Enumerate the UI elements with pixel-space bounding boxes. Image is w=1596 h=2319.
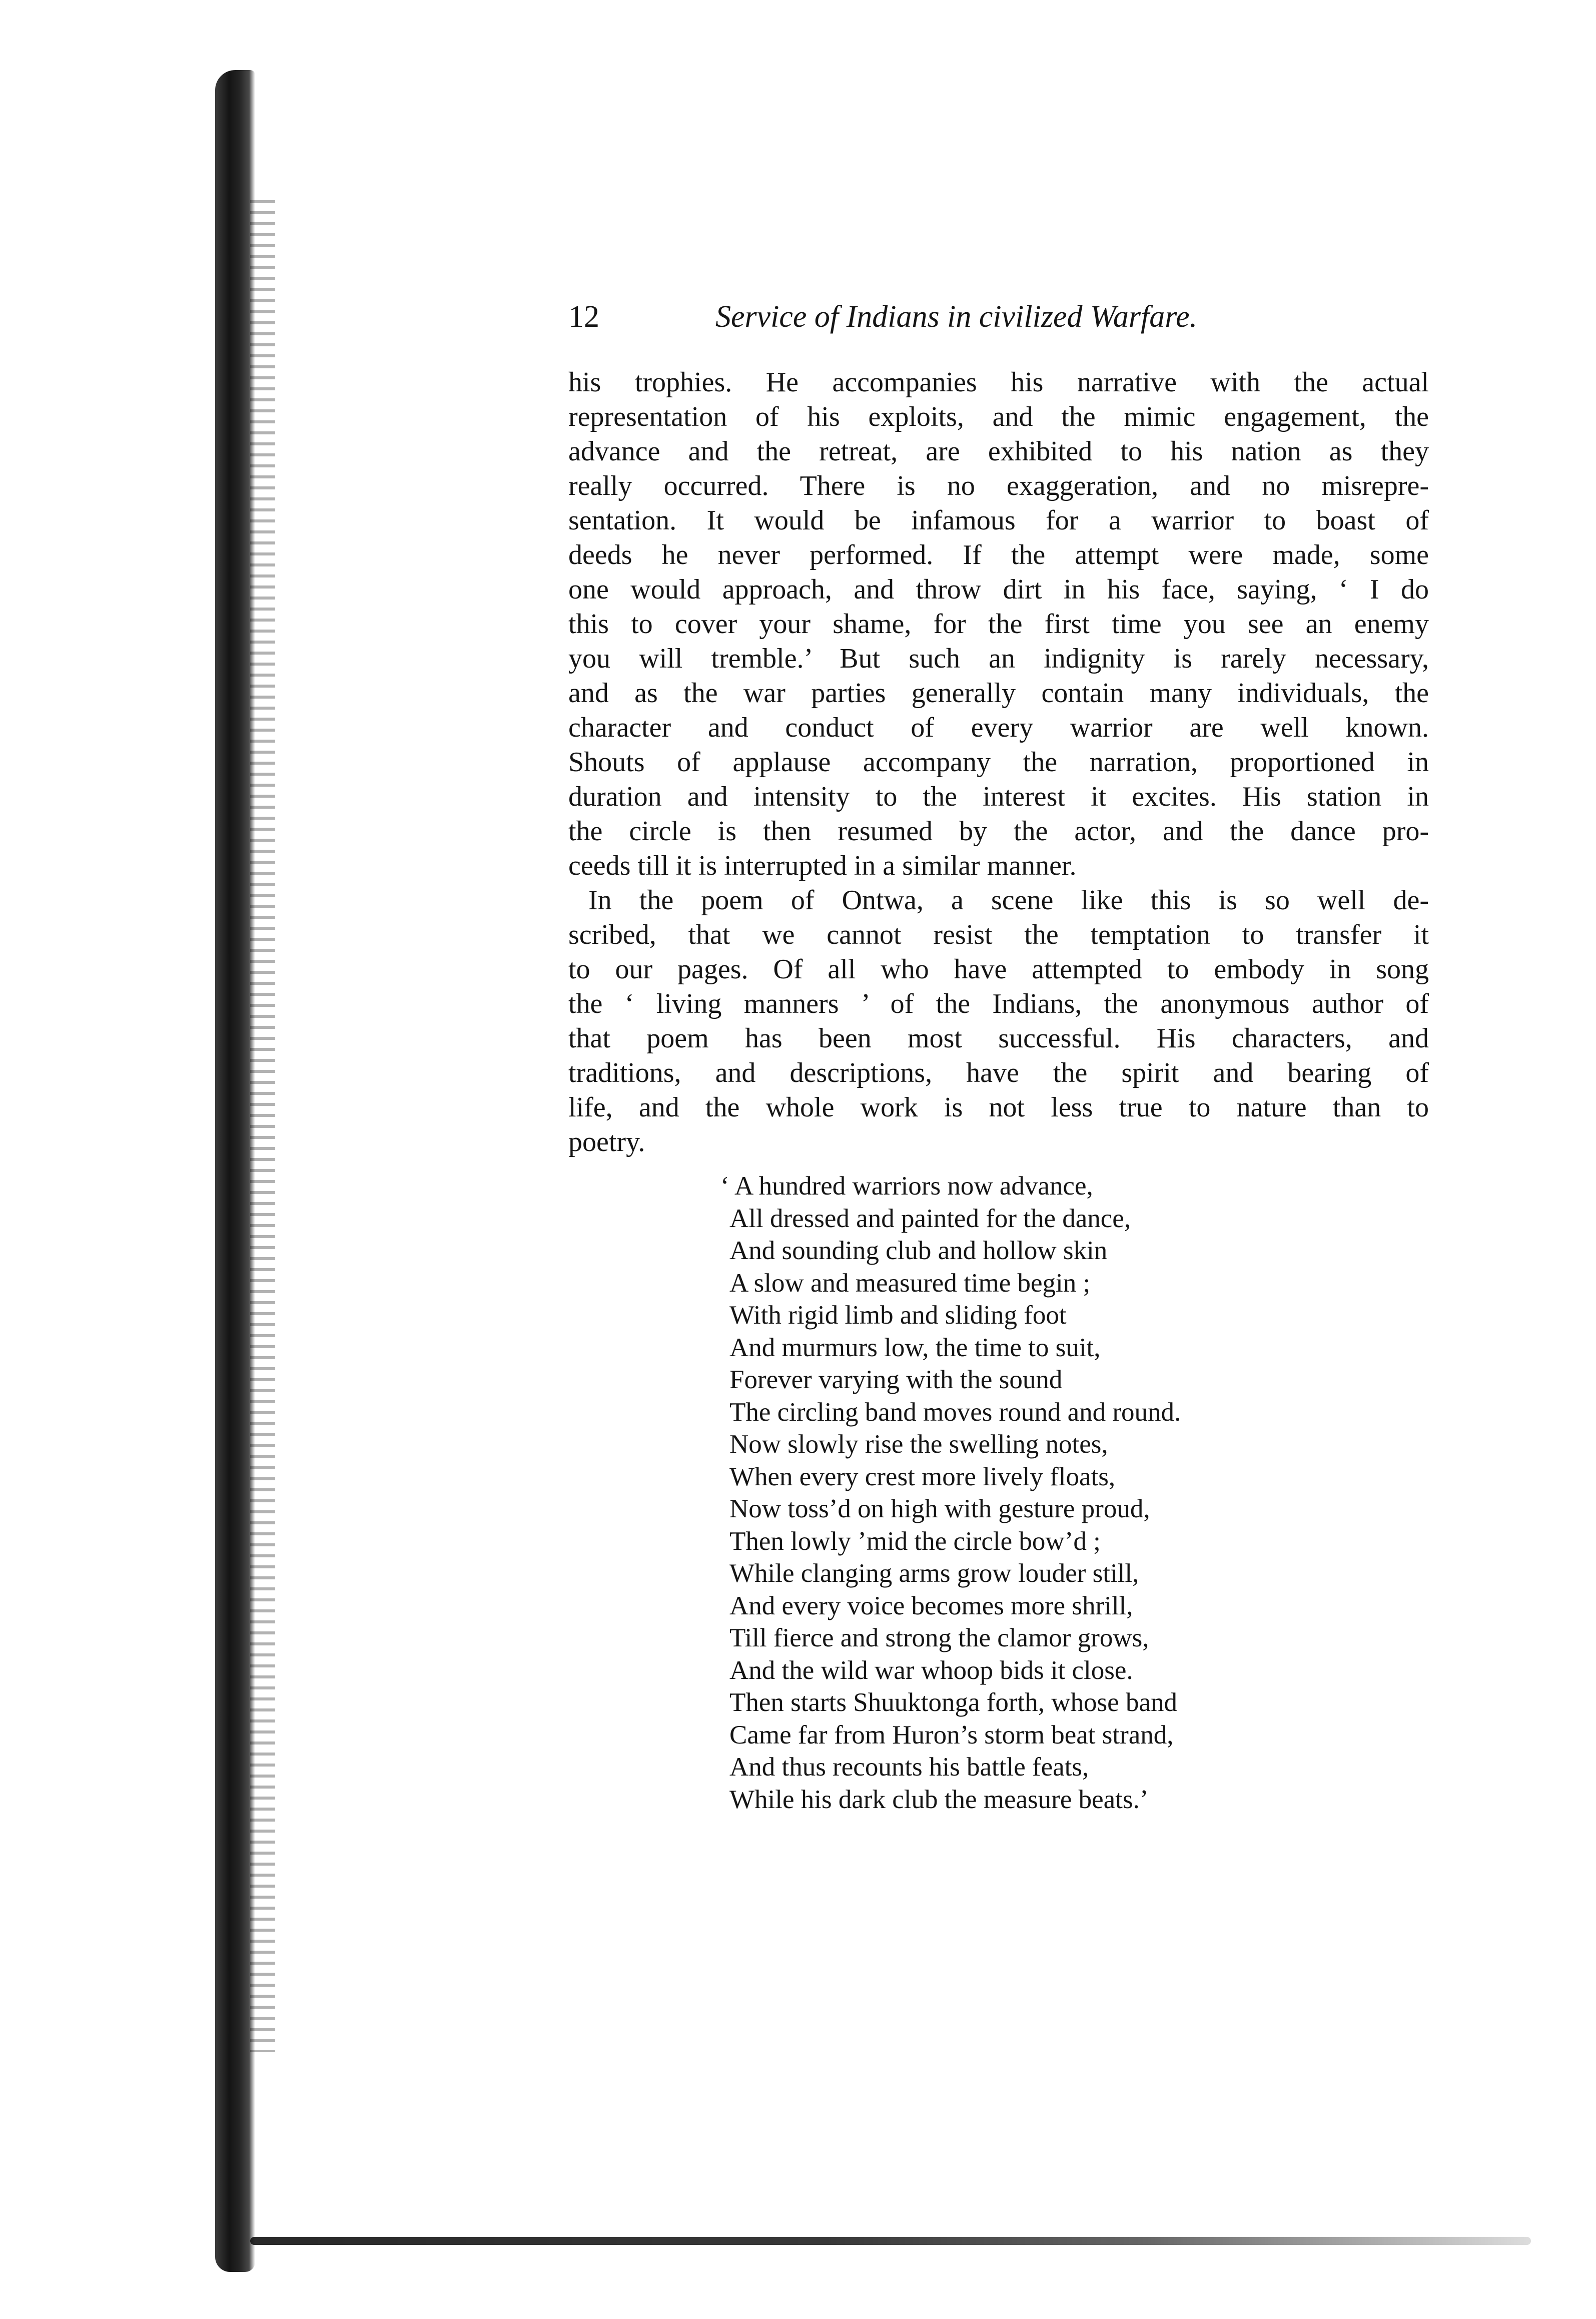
- poem-line: All dressed and painted for the dance,: [729, 1204, 1131, 1233]
- text-line: advance and the retreat, are exhibited to his nation as they: [568, 436, 1429, 467]
- poem-line: Till fierce and strong the clamor grows,: [729, 1623, 1149, 1652]
- poem-quotation: [720, 1170, 1380, 1816]
- poem-line: ‘ A hundred warriors now advance,: [720, 1172, 1093, 1201]
- text-line: life, and the whole work is not less true to nature than to: [568, 1092, 1429, 1123]
- text-line: sentation. It would be infamous for a warrior to boast of: [568, 505, 1429, 536]
- poem-line: Then starts Shuuktonga forth, whose band: [729, 1688, 1177, 1717]
- page-binding-shadow: [215, 70, 255, 2272]
- text-line: one would approach, and throw dirt in his face, saying, ‘ I do: [568, 574, 1429, 605]
- poem-line: And murmurs low, the time to suit,: [729, 1333, 1101, 1362]
- poem-line: Now toss’d on high with gesture proud,: [729, 1494, 1150, 1523]
- text-line: the circle is then resumed by the actor, and the dance pro-: [568, 816, 1429, 847]
- running-title: Service of Indians in civilized Warfare.: [715, 300, 1198, 334]
- text-line: deeds he never performed. If the attempt were made, some: [568, 539, 1429, 570]
- poem-line: With rigid limb and sliding foot: [729, 1301, 1067, 1330]
- paragraph: [568, 883, 1429, 1159]
- text-line: representation of his exploits, and the mimic engagement, the: [568, 401, 1429, 432]
- poem-line: Then lowly ’mid the circle bow’d ;: [729, 1526, 1101, 1556]
- text-line: really occurred. There is no exaggeration, and no misrepre-: [568, 470, 1429, 501]
- text-line: and as the war parties generally contain many individuals, the: [568, 678, 1429, 709]
- poem-line: A slow and measured time begin ;: [729, 1268, 1091, 1298]
- text-line: traditions, and descriptions, have the spirit and bearing of: [568, 1057, 1429, 1088]
- poem-line: And sounding club and hollow skin: [729, 1236, 1108, 1265]
- text-line: you will tremble.’ But such an indignity is rarely necessary,: [568, 643, 1429, 674]
- text-line: the ‘ living manners ’ of the Indians, the anonymous author of: [568, 988, 1429, 1019]
- poem-line: While his dark club the measure beats.’: [729, 1785, 1149, 1814]
- text-line: poetry.: [568, 1126, 645, 1157]
- text-line: duration and intensity to the interest it excites. His station in: [568, 781, 1429, 812]
- text-line: In the poem of Ontwa, a scene like this is so well de-: [588, 885, 1429, 916]
- poem-line: While clanging arms grow louder still,: [729, 1559, 1139, 1588]
- text-line: that poem has been most successful. His characters, and: [568, 1023, 1429, 1054]
- poem-line: Now slowly rise the swelling notes,: [729, 1430, 1108, 1459]
- text-line: scribed, that we cannot resist the temptation to transfer it: [568, 919, 1429, 950]
- text-line: to our pages. Of all who have attempted to embody in song: [568, 954, 1429, 985]
- poem-line: And every voice becomes more shrill,: [729, 1591, 1133, 1620]
- page-number: 12: [568, 300, 599, 334]
- poem-line: Came far from Huron’s storm beat strand,: [729, 1720, 1174, 1750]
- paragraph: [568, 365, 1429, 883]
- poem-line: Forever varying with the sound: [729, 1365, 1063, 1394]
- poem-line: When every crest more lively floats,: [729, 1462, 1116, 1491]
- poem-line: The circling band moves round and round.: [729, 1397, 1181, 1427]
- poem-line: And thus recounts his battle feats,: [729, 1753, 1089, 1782]
- bottom-scan-edge: [250, 2237, 1531, 2245]
- prose-body: [568, 365, 1429, 1159]
- text-line: Shouts of applause accompany the narration, proportioned in: [568, 747, 1429, 778]
- running-header: [568, 294, 1439, 339]
- text-line: this to cover your shame, for the first time you see an enemy: [568, 609, 1429, 640]
- poem-line: And the wild war whoop bids it close.: [729, 1655, 1133, 1685]
- binding-speckle: [250, 200, 275, 2052]
- text-line: ceeds till it is interrupted in a similar manner.: [568, 850, 1077, 881]
- text-line: his trophies. He accompanies his narrative with the actual: [568, 367, 1429, 398]
- text-line: character and conduct of every warrior are well known.: [568, 712, 1429, 743]
